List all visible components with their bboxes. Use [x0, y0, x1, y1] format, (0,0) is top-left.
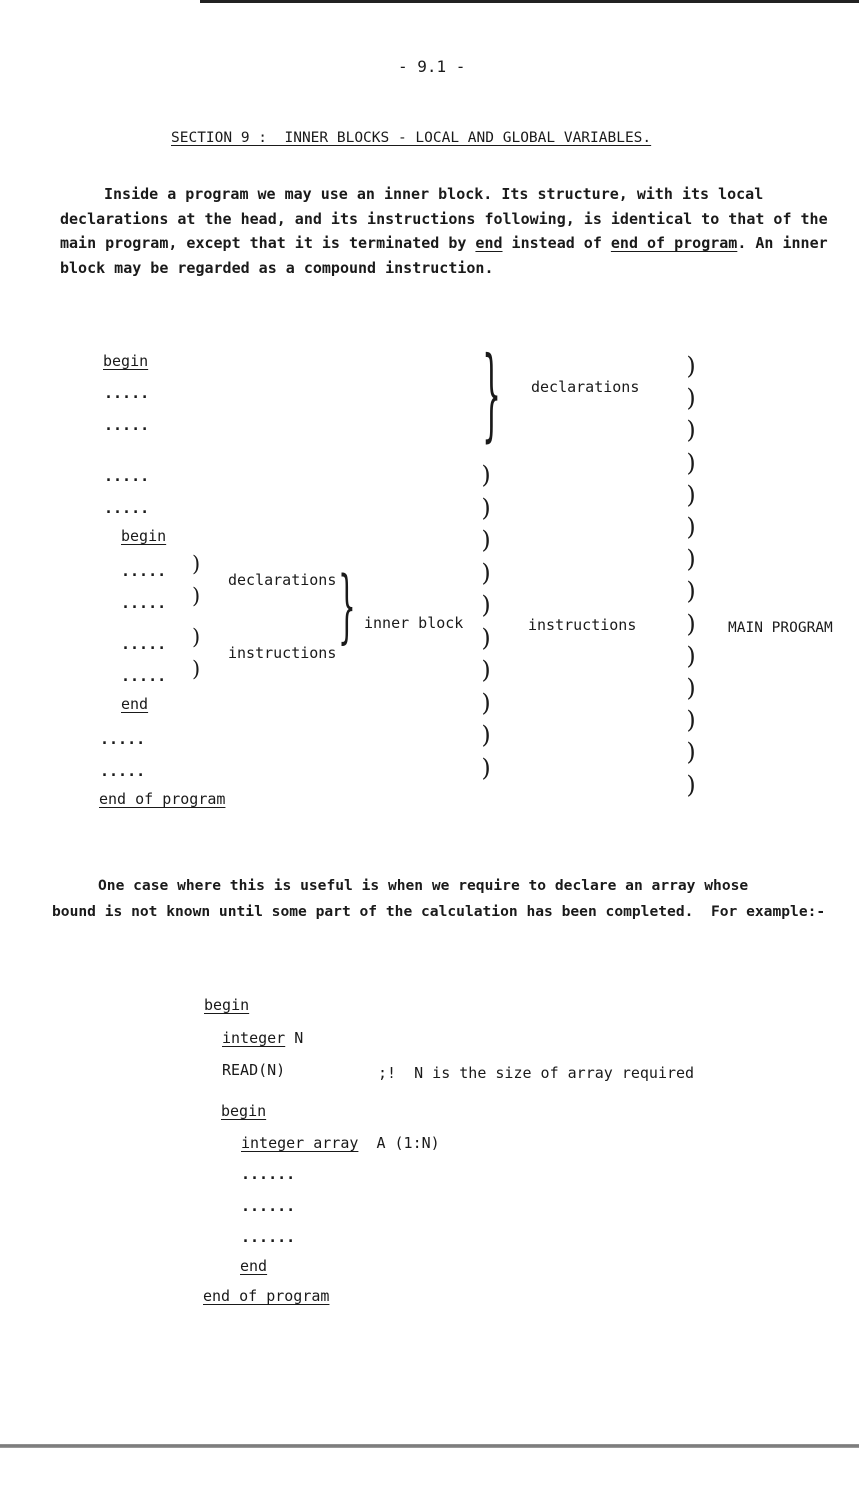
- instructions-paren: ): [481, 656, 491, 684]
- instructions-paren-column: [476, 459, 496, 784]
- diagram-inner-dots-1: .....: [121, 562, 167, 580]
- instructions-paren: ): [481, 591, 491, 619]
- code-begin: begin: [204, 996, 250, 1014]
- main-program-paren: ): [686, 448, 696, 477]
- diagram-dots-4: .....: [104, 499, 150, 517]
- label-main-program: MAIN PROGRAM: [728, 620, 833, 636]
- inner-decl-paren-2: ): [192, 584, 201, 608]
- main-program-paren: ): [686, 577, 696, 606]
- code-read: READ(N): [222, 1061, 286, 1079]
- section-title: SECTION 9 : INNER BLOCKS - LOCAL AND GLOBAL VARIABLES.: [171, 130, 652, 146]
- code-integer-keyword: integer: [222, 1029, 286, 1047]
- top-rule: [200, 0, 859, 3]
- keyword-end-of-program: end of program: [610, 234, 738, 253]
- code-array-keyword: integer array: [241, 1134, 359, 1152]
- instructions-paren: ): [481, 493, 491, 522]
- inner-block-brace: }: [338, 559, 356, 652]
- diagram-inner-begin: begin: [121, 527, 167, 545]
- code-end-of-program: end of program: [203, 1287, 330, 1305]
- label-inner-declarations: declarations: [228, 571, 337, 589]
- main-program-paren: ): [686, 545, 696, 574]
- diagram-dots-6: .....: [100, 762, 146, 780]
- intro-text-1: Inside a program we may use an inner block. Its structure, with its local declarations at the head, and its instructions following, is identical to that of the main program, except that it is terminated by: [60, 185, 828, 253]
- code-array-decl: A (1:N): [358, 1134, 440, 1152]
- diagram-inner-dots-4: .....: [121, 667, 167, 685]
- main-program-paren: ): [686, 609, 696, 638]
- main-program-paren: ): [686, 352, 696, 380]
- main-program-paren: ): [686, 384, 696, 413]
- diagram-dots-2: .....: [104, 416, 150, 434]
- inner-instr-paren-1: ): [192, 625, 201, 649]
- keyword-end: end: [475, 234, 503, 253]
- inner-decl-paren-1: ): [192, 552, 201, 576]
- code-integer-var: N: [285, 1029, 304, 1047]
- main-program-paren: ): [686, 770, 696, 799]
- code-inner-begin: begin: [221, 1102, 267, 1120]
- instructions-paren: ): [481, 753, 491, 782]
- label-instructions: instructions: [528, 616, 637, 634]
- inner-instr-paren-2: ): [192, 657, 201, 681]
- instructions-paren: ): [481, 558, 491, 587]
- code-integer-line: [222, 1029, 303, 1047]
- example-intro-line-2: bound is not known until some part of the calculation has been completed. For example:-: [52, 903, 826, 920]
- instructions-paren: ): [481, 721, 491, 749]
- instructions-paren: ): [481, 688, 491, 717]
- main-program-paren: ): [686, 674, 696, 703]
- page-number: - 9.1 -: [398, 57, 466, 76]
- intro-paragraph: [60, 182, 840, 281]
- main-program-paren: ): [686, 641, 696, 670]
- diagram-dots-1: .....: [104, 384, 150, 402]
- diagram-dots-5: .....: [100, 730, 146, 748]
- label-outer-declarations: declarations: [531, 378, 640, 396]
- diagram-end-of-program: end of program: [99, 790, 226, 808]
- main-program-paren: ): [686, 513, 696, 542]
- instructions-paren: ): [481, 461, 491, 489]
- diagram-outer-begin: begin: [103, 352, 149, 370]
- main-program-paren: ): [686, 480, 696, 509]
- code-array-line: [241, 1134, 440, 1152]
- intro-text-2: instead of: [502, 234, 611, 253]
- example-intro-line-1: One case where this is useful is when we require to declare an array whose: [98, 877, 749, 894]
- label-inner-block: inner block: [364, 614, 464, 632]
- main-program-paren: ): [686, 416, 696, 445]
- code-comment: ;! N is the size of array required: [378, 1064, 695, 1082]
- intro-text-3: . An inner block may be regarded as a compound instruction.: [60, 234, 828, 278]
- bottom-rule: [0, 1444, 859, 1448]
- main-program-paren: ): [686, 738, 696, 767]
- diagram-inner-end: end: [121, 695, 149, 713]
- diagram-dots-3: .....: [104, 467, 150, 485]
- outer-declarations-brace: }: [482, 335, 502, 452]
- code-dots-1: ......: [241, 1165, 296, 1183]
- main-program-paren: ): [686, 706, 696, 735]
- example-intro-paragraph: [52, 873, 852, 925]
- label-inner-instructions: instructions: [228, 644, 337, 662]
- diagram-inner-dots-2: .....: [121, 594, 167, 612]
- code-dots-3: ......: [241, 1228, 296, 1246]
- main-program-paren-column: [681, 350, 701, 801]
- instructions-paren: ): [481, 526, 491, 554]
- code-dots-2: ......: [241, 1197, 296, 1215]
- diagram-inner-dots-3: .....: [121, 635, 167, 653]
- code-inner-end: end: [240, 1257, 268, 1275]
- instructions-paren: ): [481, 623, 491, 652]
